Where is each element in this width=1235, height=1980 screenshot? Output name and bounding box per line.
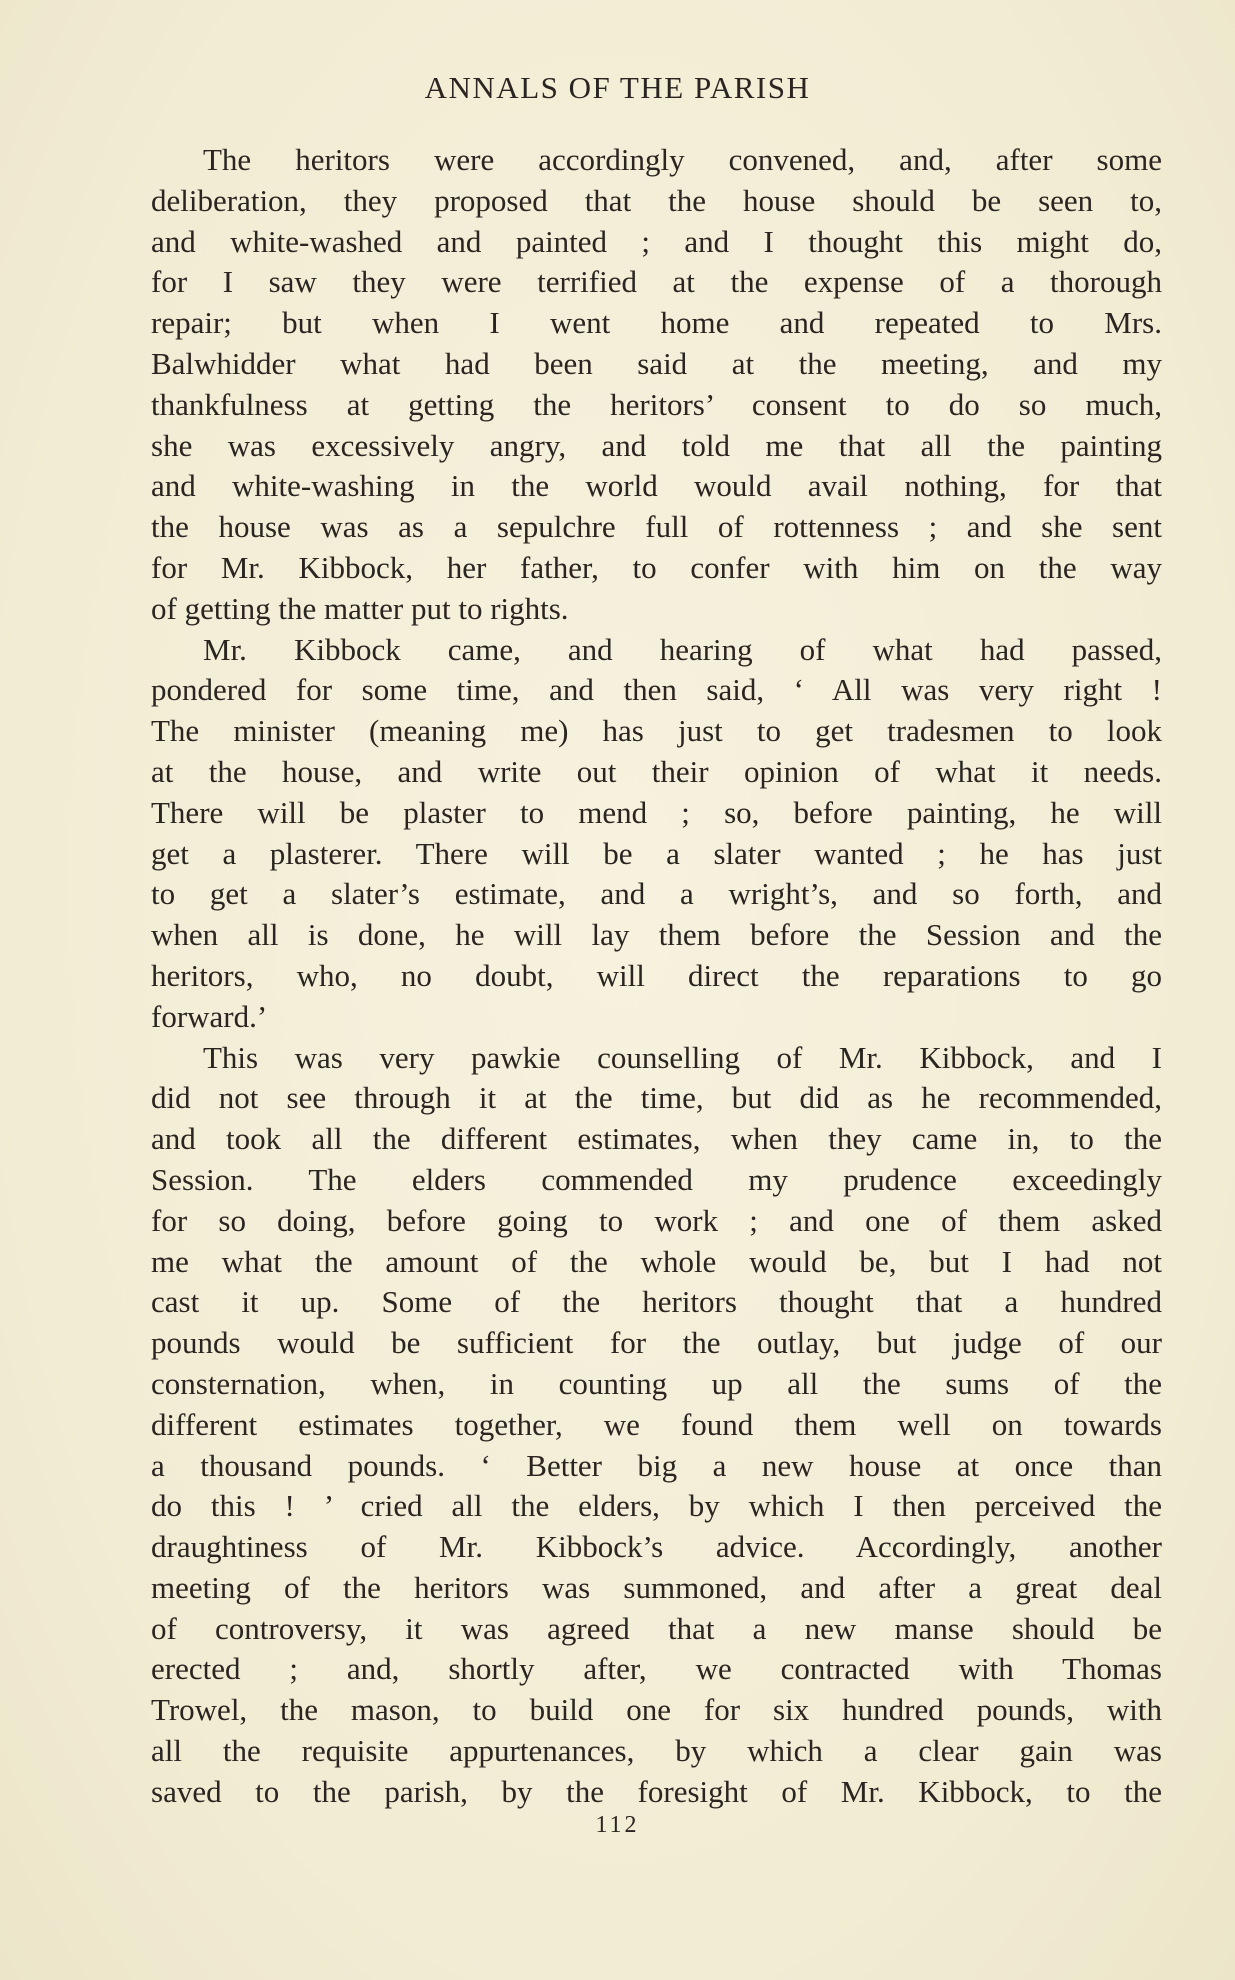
text-line: the house was as a sepulchre full of rottenness ; and she sent [151,509,1162,545]
text-line: when all is done, he will lay them before the Session and the [151,917,1162,953]
text-line: me what the amount of the whole would be, but I had not [151,1243,1162,1279]
text-line: The minister (meaning me) has just to get tradesmen to look [151,713,1162,749]
text-line: at the house, and write out their opinion of what it needs. [151,753,1162,789]
text-line: do this ! ’ cried all the elders, by which I then perceived the [151,1488,1162,1524]
text-line: get a plasterer. There will be a slater wanted ; he has just [151,835,1162,871]
text-line: did not see through it at the time, but did as he recommended, [151,1080,1162,1116]
text-line: There will be plaster to mend ; so, before painting, he will [151,794,1162,830]
text-line: forward.’ [151,998,268,1034]
text-line: Mr. Kibbock came, and hearing of what had passed, [203,631,1162,667]
text-line: she was excessively angry, and told me that all the painting [151,427,1162,463]
text-line: different estimates together, we found them well on towards [151,1406,1162,1442]
text-line: pounds would be sufficient for the outlay, but judge of our [151,1325,1162,1361]
text-line: The heritors were accordingly convened, and, after some [203,142,1162,177]
text-line: meeting of the heritors was summoned, and after a great deal [151,1569,1162,1605]
text-line: pondered for some time, and then said, ‘ All was very right ! [151,672,1162,708]
text-line: cast it up. Some of the heritors thought that a hundred [151,1284,1162,1320]
text-line: consternation, when, in counting up all the sums of the [151,1365,1162,1401]
running-head: ANNALS OF THE PARISH [424,70,811,105]
text-line: a thousand pounds. ‘ Better big a new house at once than [151,1447,1162,1483]
text-line: Trowel, the mason, to build one for six hundred pounds, with [151,1692,1162,1728]
text-line: and white-washed and painted ; and I thought this might do, [151,223,1162,259]
body-text [151,140,1162,1813]
text-line: repair; but when I went home and repeated to Mrs. [151,305,1162,341]
text-line: and white-washing in the world would avail nothing, for that [151,468,1162,504]
text-line: for Mr. Kibbock, her father, to confer with him on the way [151,549,1162,585]
text-line: all the requisite appurtenances, by which a clear gain was [151,1733,1162,1769]
text-line: thankfulness at getting the heritors’ consent to do so much, [151,386,1162,422]
page-number: 112 [595,1812,640,1838]
text-line: erected ; and, shortly after, we contracted with Thomas [151,1651,1162,1687]
text-line: deliberation, they proposed that the house should be seen to, [151,182,1162,218]
text-line: for so doing, before going to work ; and one of them asked [151,1202,1162,1238]
text-line: This was very pawkie counselling of Mr. Kibbock, and I [203,1039,1162,1075]
text-line: draughtiness of Mr. Kibbock’s advice. Accordingly, another [151,1529,1162,1565]
text-line: of controversy, it was agreed that a new manse should be [151,1610,1162,1646]
text-line: and took all the different estimates, when they came in, to the [151,1121,1162,1157]
text-line: heritors, who, no doubt, will direct the reparations to go [151,957,1162,993]
text-line: saved to the parish, by the foresight of Mr. Kibbock, to the [151,1773,1162,1809]
text-line: Balwhidder what had been said at the meeting, and my [151,345,1162,381]
text-line: to get a slater’s estimate, and a wright’s, and so forth, and [151,876,1162,912]
text-line: of getting the matter put to rights. [151,590,569,626]
text-line: for I saw they were terrified at the expense of a thorough [151,264,1162,300]
text-line: Session. The elders commended my prudence exceedingly [151,1161,1162,1197]
